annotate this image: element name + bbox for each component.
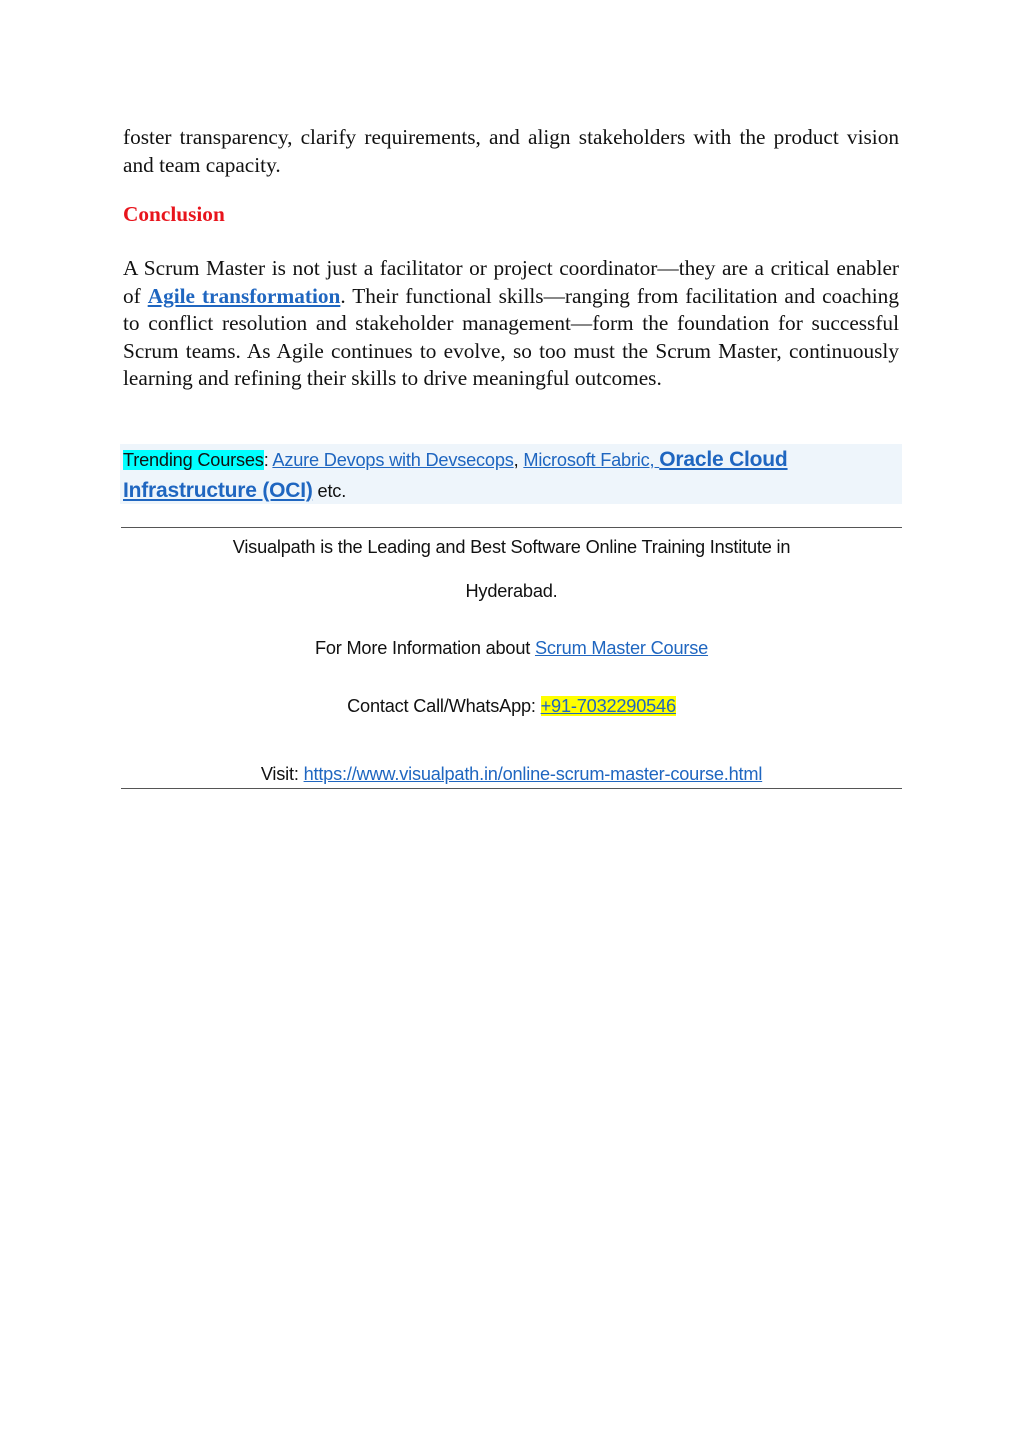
- trending-suffix: etc.: [312, 480, 347, 501]
- trending-separator: :: [263, 450, 273, 470]
- institute-tagline-line-2: Hyderabad.: [465, 581, 558, 601]
- trending-courses-label: Trending Courses: [123, 450, 264, 470]
- course-link-microsoft-fabric[interactable]: Microsoft Fabric,: [523, 450, 660, 470]
- agile-transformation-link[interactable]: Agile transformation: [147, 283, 341, 308]
- trending-comma: ,: [513, 450, 524, 470]
- bottom-divider: [121, 788, 902, 789]
- contact-line: [121, 692, 902, 720]
- conclusion-paragraph: [123, 255, 899, 393]
- visit-label: Visit:: [260, 764, 304, 784]
- visit-line: [121, 760, 902, 788]
- scrum-master-course-link[interactable]: Scrum Master Course: [534, 638, 709, 658]
- conclusion-text-end: . Their functional skills—ranging from facilitation and coaching to conflict resolution and stakeholder management—form the foundation for successful Scrum teams. As Agile continues to evolve, so too must the Scrum Master, continuously learning and refining their skills to drive meaningful outcomes.: [123, 283, 899, 391]
- course-link-oracle-oci[interactable]: Oracle Cloud Infrastructure (OCI): [123, 448, 788, 502]
- trending-courses-line: [123, 445, 899, 506]
- intro-text: foster transparency, clarify requirements, and align stakeholders with the product vision and team capacity.: [123, 125, 899, 177]
- top-divider: [121, 527, 902, 528]
- intro-paragraph: [123, 124, 899, 179]
- institute-tagline-line-1: Visualpath is the Leading and Best Software Online Training Institute in: [232, 537, 791, 557]
- more-info-line: [121, 634, 902, 662]
- contact-label: Contact Call/WhatsApp:: [347, 696, 541, 716]
- conclusion-heading: Conclusion: [123, 202, 225, 226]
- contact-phone-link[interactable]: +91-7032290546: [540, 696, 676, 716]
- visit-url-link[interactable]: https://www.visualpath.in/online-scrum-master-course.html: [303, 764, 763, 784]
- more-info-label: For More Information about: [314, 638, 535, 658]
- course-link-azure-devops[interactable]: Azure Devops with Devsecops: [272, 450, 514, 470]
- conclusion-text-start: A Scrum Master is not just a facilitator or project coordinator—they are a critical enabler of: [123, 256, 899, 308]
